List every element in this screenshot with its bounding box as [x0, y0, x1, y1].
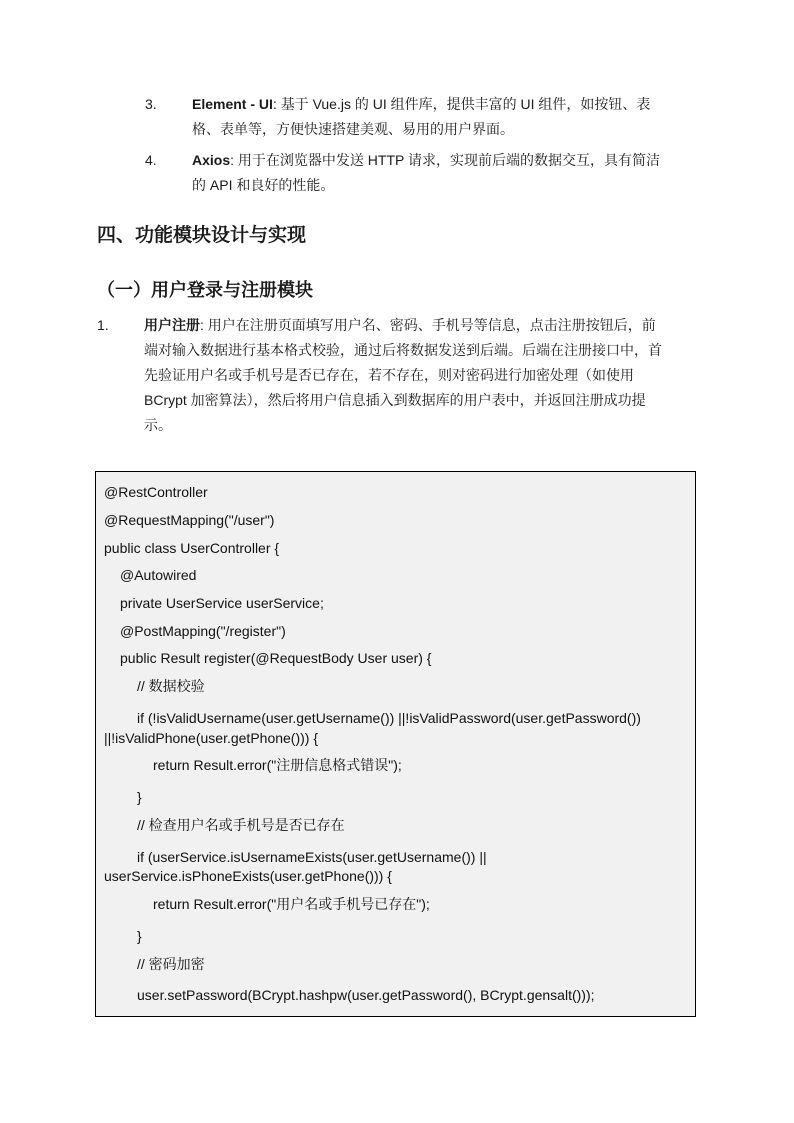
list-term: Axios	[192, 152, 231, 168]
code-line: if (userService.isUsernameExists(user.getUsername()) ||	[137, 849, 487, 865]
list-text-line: 先验证用户名或手机号是否已存在，若不存在，则对密码进行加密处理（如使用	[144, 367, 634, 383]
code-comment: // 密码加密	[137, 956, 205, 972]
code-block	[95, 471, 696, 1017]
code-line: @RestController	[104, 484, 208, 500]
list-item-1	[97, 313, 707, 438]
code-line: userService.isPhoneExists(user.getPhone())) {	[104, 868, 392, 884]
code-line: @Autowired	[120, 567, 197, 583]
list-text-line: 的 API 和良好的性能。	[192, 177, 335, 193]
code-line: }	[137, 789, 142, 805]
list-text-line: 用于在浏览器中发送 HTTP 请求，实现前后端的数据交互，具有简洁	[237, 152, 660, 168]
code-line: public Result register(@RequestBody User user) {	[120, 650, 432, 666]
code-line: }	[137, 928, 142, 944]
list-text-line: 基于 Vue.js 的 UI 组件库，提供丰富的 UI 组件，如按钮、表	[280, 96, 651, 112]
code-line: private UserService userService;	[120, 595, 324, 611]
list-number: 4.	[145, 152, 157, 168]
list-term: 用户注册	[144, 317, 200, 333]
list-sep: :	[230, 152, 235, 168]
list-text-line: 格、表单等，方便快速搭建美观、易用的用户界面。	[192, 121, 514, 137]
code-line: user.setPassword(BCrypt.hashpw(user.getPassword(), BCrypt.gensalt()));	[137, 987, 595, 1003]
list-item-4	[145, 148, 705, 198]
code-line: return Result.error("用户名或手机号已存在");	[153, 896, 430, 912]
code-line: return Result.error("注册信息格式错误");	[153, 757, 402, 773]
subsection-title: （一）用户登录与注册模块	[97, 280, 313, 300]
list-sep: :	[272, 96, 277, 112]
code-line: public class UserController {	[104, 540, 280, 556]
list-number: 1.	[97, 317, 109, 333]
code-line: @PostMapping("/register")	[120, 623, 286, 639]
code-line: ||!isValidPhone(user.getPhone())) {	[104, 730, 319, 746]
list-text-line: 用户在注册页面填写用户名、密码、手机号等信息，点击注册按钮后，前	[207, 317, 656, 333]
section-title: 四、功能模块设计与实现	[97, 225, 307, 246]
list-item-3	[145, 92, 705, 142]
list-sep: :	[200, 317, 204, 333]
list-number: 3.	[145, 96, 157, 112]
code-comment: // 检查用户名或手机号是否已存在	[137, 817, 345, 833]
list-term: Element - UI	[192, 96, 273, 112]
code-line: @RequestMapping("/user")	[104, 512, 275, 528]
code-line: if (!isValidUsername(user.getUsername()) ||!isValidPassword(user.getPassword())	[137, 710, 641, 726]
code-comment: // 数据校验	[137, 678, 205, 694]
list-text-line: BCrypt 加密算法），然后将用户信息插入到数据库的用户表中，并返回注册成功提	[144, 392, 646, 408]
list-text-line: 端对输入数据进行基本格式校验，通过后将数据发送到后端。后端在注册接口中，首	[144, 342, 662, 358]
list-text-line: 示。	[144, 417, 172, 433]
